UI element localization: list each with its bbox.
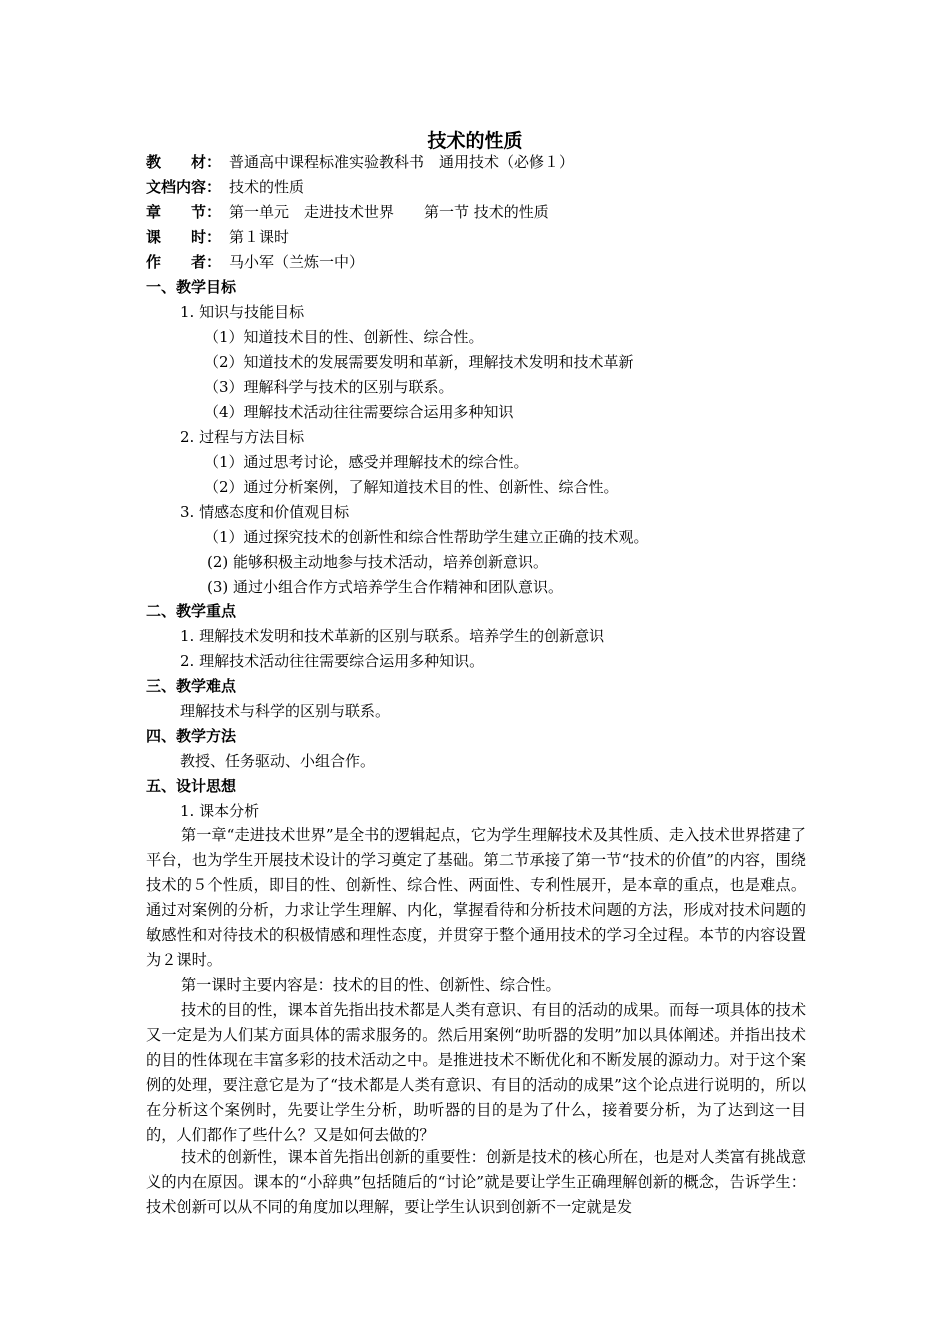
goal-item: （4）理解技术活动往往需要综合运用多种知识	[204, 403, 514, 421]
goal-item: （1）通过思考讨论，感受并理解技术的综合性。	[204, 453, 529, 471]
goal-item: （1）知道技术目的性、创新性、综合性。	[204, 328, 484, 346]
goal-item: (3) 通过小组合作方式培养学生合作精神和团队意识。	[207, 578, 564, 596]
method-text: 教授、任务驱动、小组合作。	[180, 752, 376, 770]
body-paragraph: 第一章“走进技术世界”是全书的逻辑起点，它为学生理解技术及其性质、走入技术世界搭建了平台，也为学生开展技术设计的学习奠定了基础。第二节承接了第一节“技术的价值”的内容，围绕技术的５个性质，即目的性、创新性、综合性、两面性、专利性展开，是本章的重点，也是难点。通过对案例的分析，力求让学生理解、内化，掌握看待和分析技术问题的方法，形成对技术问题的敏感性和对待技术的积极情感和理性态度，并贯穿于整个通用技术的学习全过程。本节的内容设置为２课时。	[146, 826, 806, 969]
meta-value: 普通高中课程标准实验教科书 通用技术（必修１）	[229, 153, 575, 171]
section-heading: 一、教学目标	[146, 278, 237, 296]
meta-value: 马小军（兰炼一中）	[229, 253, 365, 271]
meta-label: 章 节：	[146, 203, 222, 221]
section-heading: 五、设计思想	[146, 777, 237, 795]
body-paragraph: 第一课时主要内容是：技术的目的性、创新性、综合性。	[180, 976, 561, 994]
goal-item: （3）理解科学与技术的区别与联系。	[204, 378, 454, 396]
meta-label: 课 时：	[146, 228, 222, 246]
document-title: 技术的性质	[427, 130, 523, 152]
body-paragraph: 技术的创新性，课本首先指出创新的重要性：创新是技术的核心所在，也是对人类富有挑战意义的内在原因。课本的“小辞典”包括随后的“讨论”就是要让学生正确理解创新的概念，告诉学生：技术创新可以从不同的角度加以理解，要让学生认识到创新不一定就是发	[146, 1148, 806, 1216]
goal-item: (2) 能够积极主动地参与技术活动，培养创新意识。	[207, 553, 549, 571]
meta-label: 教 材：	[146, 153, 222, 171]
meta-value: 技术的性质	[229, 178, 305, 196]
goal-heading: 1. 知识与技能目标	[180, 303, 305, 321]
goal-item: （2）知道技术的发展需要发明和革新，理解技术发明和技术革新	[204, 353, 634, 371]
subsection-heading: 1. 课本分析	[180, 802, 260, 820]
meta-value: 第一单元 走进技术世界 第一节 技术的性质	[229, 203, 549, 221]
body-paragraph: 技术的目的性，课本首先指出技术都是人类有意识、有目的活动的成果。而每一项具体的技术又一定是为人们某方面具体的需求服务的。然后用案例“助听器的发明”加以具体阐述。并指出技术的目的性体现在丰富多彩的技术活动之中。是推进技术不断优化和不断发展的源动力。对于这个案例的处理，要注意它是为了“技术都是人类有意识、有目的活动的成果”这个论点进行说明的，所以在分析这个案例时，先要让学生分析，助听器的目的是为了什么，接着要分析，为了达到这一目的，人们都作了些什么？又是如何去做的？	[146, 1001, 806, 1144]
section-heading: 二、教学重点	[146, 602, 237, 620]
difficulty-text: 理解技术与科学的区别与联系。	[180, 702, 391, 720]
goal-item: （2）通过分析案例，了解知道技术目的性、创新性、综合性。	[204, 478, 619, 496]
meta-label: 文档内容：	[146, 178, 222, 196]
key-point-item: 2. 理解技术活动往往需要综合运用多种知识。	[180, 652, 485, 670]
goal-item: （1）通过探究技术的创新性和综合性帮助学生建立正确的技术观。	[204, 528, 649, 546]
goal-heading: 3. 情感态度和价值观目标	[180, 503, 350, 521]
section-heading: 四、教学方法	[146, 727, 237, 745]
goal-heading: 2. 过程与方法目标	[180, 428, 305, 446]
meta-label: 作 者：	[146, 253, 222, 271]
meta-value: 第１课时	[229, 228, 290, 246]
key-point-item: 1. 理解技术发明和技术革新的区别与联系。培养学生的创新意识	[180, 627, 605, 645]
section-heading: 三、教学难点	[146, 677, 237, 695]
